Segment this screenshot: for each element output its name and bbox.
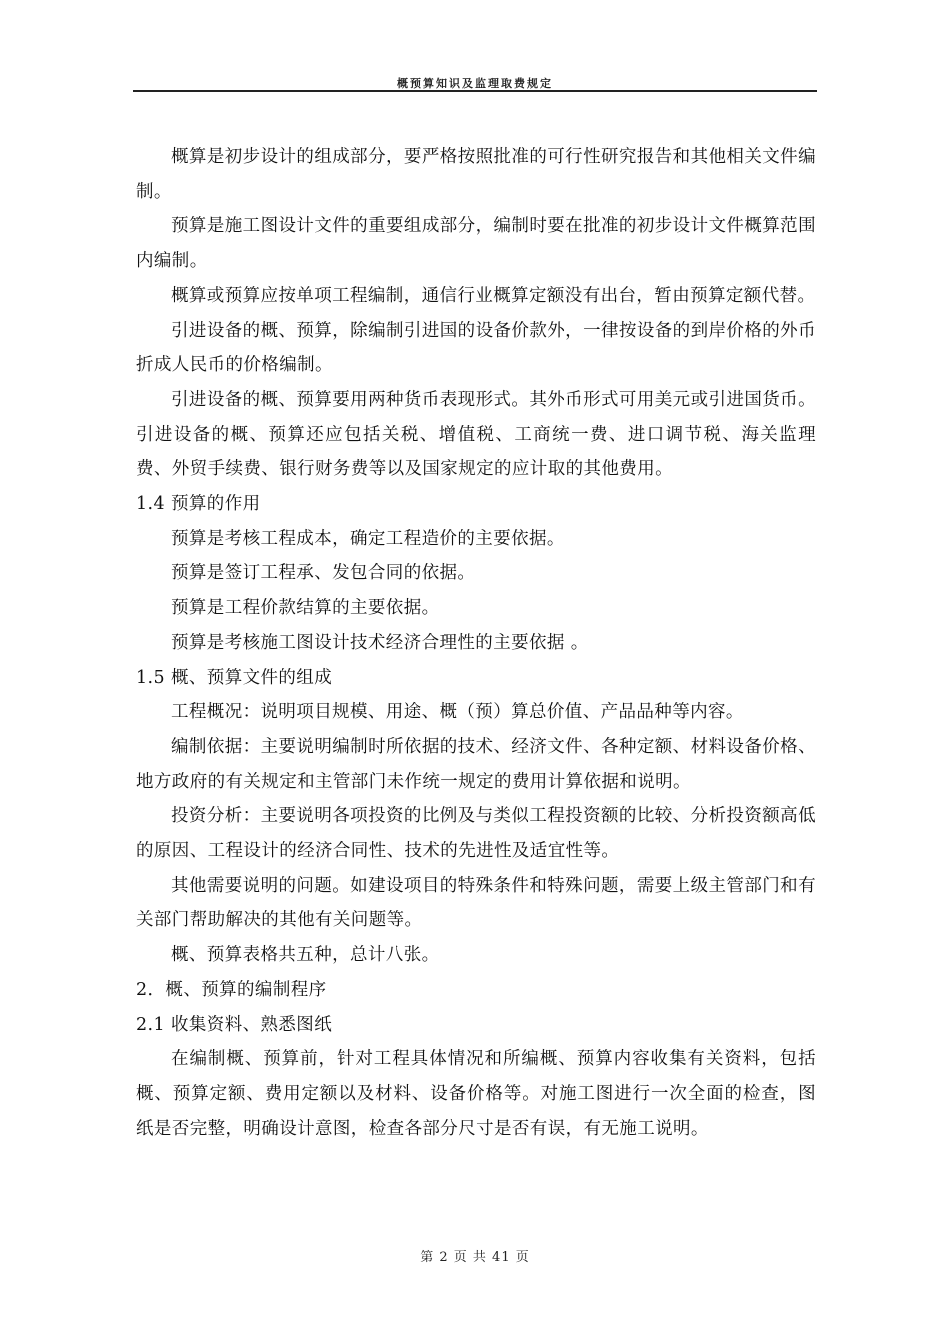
section-heading: 1.4 预算的作用 xyxy=(136,494,261,515)
paragraph: 在编制概、预算前，针对工程具体情况和所编概、预算内容收集有关资料，包括概、预算定额、费用定额以及材料、设备价格等。对施工图进行一次全面的检查，图纸是否完整，明确设计意图，检查各部分尺寸是否有误，有无施工说明。 xyxy=(136,1049,816,1139)
paragraph: 概、预算表格共五种，总计八张。 xyxy=(171,945,440,966)
page-number: 第 2 页 共 41 页 xyxy=(420,1250,530,1265)
header-title: 概预算知识及监理取费规定 xyxy=(397,77,553,90)
paragraph: 投资分析：主要说明各项投资的比例及与类似工程投资额的比较、分析投资额高低的原因、工程设计的经济合同性、技术的先进性及适宜性等。 xyxy=(136,806,816,862)
section-heading: 2．概、预算的编制程序 xyxy=(136,979,327,1000)
paragraph: 工程概况：说明项目规模、用途、概（预）算总价值、产品品种等内容。 xyxy=(171,702,744,723)
paragraph: 概算是初步设计的组成部分，要严格按照批准的可行性研究报告和其他相关文件编制。 xyxy=(136,147,816,202)
paragraph: 预算是考核施工图设计技术经济合理性的主要依据 。 xyxy=(171,632,589,653)
paragraph: 引进设备的概、预算，除编制引进国的设备价款外，一律按设备的到岸价格的外币折成人民币的价格编制。 xyxy=(136,320,816,376)
paragraph: 预算是考核工程成本，确定工程造价的主要依据。 xyxy=(171,528,565,549)
page-footer xyxy=(0,1249,950,1267)
paragraph: 预算是施工图设计文件的重要组成部分，编制时要在批准的初步设计文件概算范围内编制。 xyxy=(136,216,816,272)
paragraph: 引进设备的概、预算要用两种货币表现形式。其外币形式可用美元或引进国货币。引进设备的概、预算还应包括关税、增值税、工商统一费、进口调节税、海关监理费、外贸手续费、银行财务费等以及国家规定的应计取的其他费用。 xyxy=(136,389,816,480)
paragraph: 预算是工程价款结算的主要依据。 xyxy=(171,598,440,619)
page-header xyxy=(133,72,817,92)
paragraph: 编制依据：主要说明编制时所依据的技术、经济文件、各种定额、材料设备价格、地方政府的有关规定和主管部门未作统一规定的费用计算依据和说明。 xyxy=(136,736,816,792)
section-heading: 2.1 收集资料、熟悉图纸 xyxy=(136,1014,333,1035)
document-body xyxy=(136,140,816,1146)
paragraph: 概算或预算应按单项工程编制，通信行业概算定额没有出台，暂由预算定额代替。 xyxy=(171,285,816,306)
paragraph: 预算是签订工程承、发包合同的依据。 xyxy=(171,563,476,584)
paragraph: 其他需要说明的问题。如建设项目的特殊条件和特殊问题，需要上级主管部门和有关部门帮助解决的其他有关问题等。 xyxy=(136,875,816,931)
section-heading: 1.5 概、预算文件的组成 xyxy=(136,667,333,688)
